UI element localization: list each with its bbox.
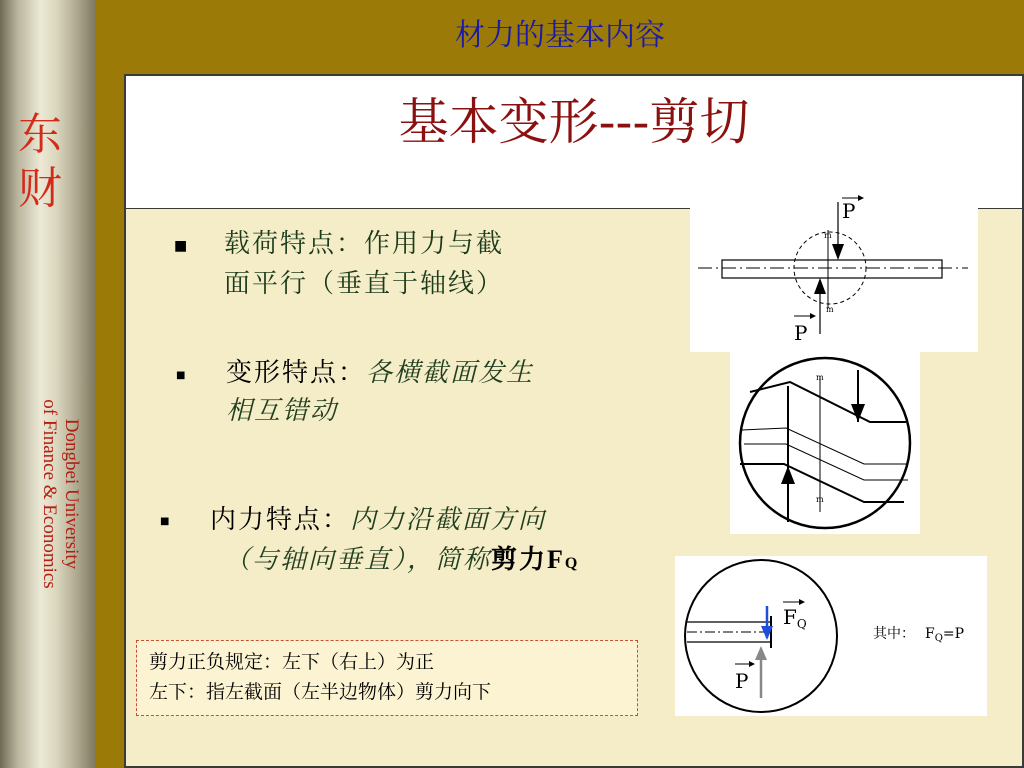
sidebar (0, 0, 96, 768)
slide-title: 基本变形---剪切 (398, 93, 750, 151)
header-title: 材力的基本内容 (455, 18, 665, 53)
section-mark-bottom: m (826, 305, 834, 314)
bullet-2-text-1: 各横截面发生 (366, 358, 535, 388)
university-line-2: of Finance & Economics (39, 399, 60, 589)
note-line-1: 剪力正负规定：左下（右上）为正 (149, 651, 435, 673)
bullet-1-label: 载荷特点： (224, 229, 365, 259)
force-p-top: P (842, 199, 856, 223)
sidebar-char-1: 东 (18, 109, 62, 160)
bullet-3-term: 剪力 (491, 545, 548, 575)
bullet-1 (224, 224, 504, 304)
shear-force-label: $F_Q$ (783, 605, 807, 631)
bullet-3-subscript: Q (564, 555, 580, 572)
bullet-3 (210, 500, 579, 584)
section-mark-top: m (824, 231, 832, 240)
sidebar-char-2: 财 (18, 163, 62, 214)
figure-deformation (730, 352, 920, 534)
bullet-marker-1: ■ (174, 238, 188, 254)
bullet-1-text-1: 作用力与截 (364, 229, 505, 259)
bullet-2-text-2: 相互错动 (226, 396, 339, 426)
university-line-1: Dongbei University (61, 418, 82, 570)
bullet-2 (226, 354, 534, 430)
figure-shear-bar (690, 188, 978, 352)
bullet-2-label: 变形特点： (226, 358, 367, 388)
deformation-mark-top: m (816, 373, 824, 382)
shear-force-diagram (675, 556, 987, 716)
bullet-3-symbol: F (547, 545, 565, 574)
bullet-3-text-1: 内力沿截面方向 (350, 505, 547, 535)
note-line-2: 左下：指左截面（左半边物体）剪力向下 (149, 681, 492, 703)
figure-shear-force (675, 556, 987, 716)
shear-bar-diagram (690, 188, 978, 352)
bullet-marker-2: ■ (176, 370, 186, 381)
relation-text: 其中： $F_Q=P$ (873, 626, 965, 644)
force-p-bottom: P (794, 321, 808, 345)
force-p-label: P (735, 669, 749, 693)
bullet-3-text-2: （与轴向垂直），简称 (224, 545, 492, 575)
sign-convention-note (136, 640, 638, 716)
bullet-3-label: 内力特点： (210, 505, 351, 535)
bullet-marker-3: ■ (160, 516, 170, 527)
deformation-diagram (730, 352, 920, 534)
bullet-1-text-2: 面平行（垂直于轴线） (224, 269, 505, 299)
deformation-mark-bottom: m (816, 495, 824, 504)
university-name (38, 304, 82, 684)
